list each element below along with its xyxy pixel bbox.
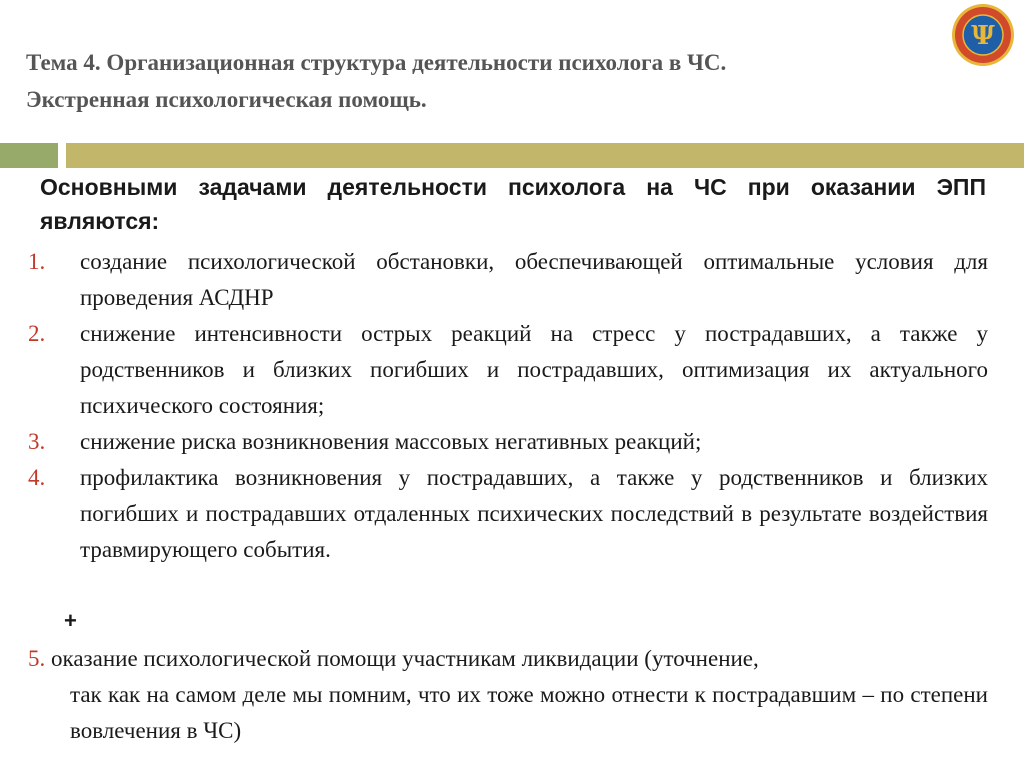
slide-title: [26, 44, 946, 118]
list-item-5-continuation: так как на самом деле мы помним, что их тоже можно отнести к пострадавшим – по степени вовлечения в ЧС): [70, 682, 988, 743]
list-item-5-first-line: оказание психологической помощи участникам ликвидации (уточнение,: [51, 646, 759, 671]
plus-sign: +: [64, 608, 77, 633]
accent-bar-gold: [66, 143, 1024, 168]
accent-bar-green: [0, 143, 58, 168]
logo-symbol: Ψ: [971, 21, 995, 51]
list-item-number: 3.: [28, 429, 46, 454]
logo-emblem-icon: [950, 2, 1016, 68]
title-line-2: Экстренная психологическая помощь.: [26, 87, 427, 112]
list-item-5: [28, 641, 990, 677]
list-item-number: 4.: [28, 465, 46, 490]
list-item: снижение интенсивности острых реакций на стресс у пострадавших, а также у родственников и близких погибших и пострадавших, оптимизация их актуального психического состояния;: [80, 321, 988, 418]
list-item: профилактика возникновения у пострадавших, а также у родственников и близких погибших и пострадавших отдаленных психических последствий в результате воздействия травмирующего события.: [80, 465, 988, 562]
list-item: создание психологической обстановки, обеспечивающей оптимальные условия для проведения АСДНР: [80, 249, 988, 310]
section-heading: Основными задачами деятельности психолога на ЧС при оказании ЭПП являются:: [40, 174, 986, 234]
list-item: снижение риска возникновения массовых негативных реакций;: [80, 429, 702, 454]
list-item-number: 1.: [28, 249, 46, 274]
list-item-number: 2.: [28, 321, 46, 346]
title-line-1: Тема 4. Организационная структура деятельности психолога в ЧС.: [26, 50, 727, 75]
list-item-number: 5.: [28, 646, 46, 671]
university-logo: [950, 2, 1016, 68]
